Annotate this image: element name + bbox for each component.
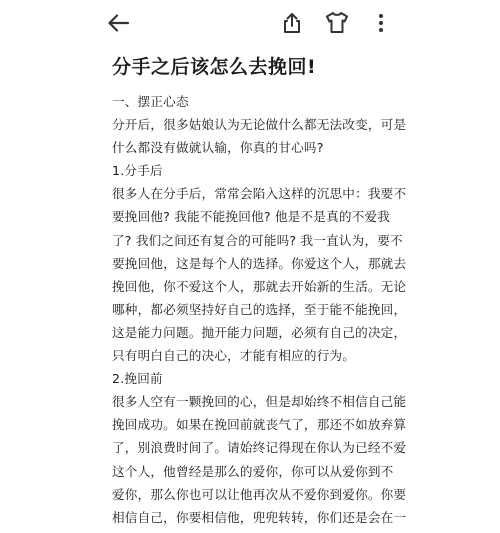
paragraph-line: 分开后，很多姑娘认为无论做什么都无法改变，可是 — [112, 117, 407, 133]
back-button[interactable] — [105, 9, 133, 37]
paragraph-line: 挽回他，你不爱这个人，那就去开始新的生活。无论 — [112, 278, 407, 294]
more-vertical-icon — [369, 11, 393, 35]
share-icon — [280, 11, 304, 35]
article-body — [112, 90, 407, 529]
shirt-icon — [324, 10, 350, 36]
top-toolbar — [0, 0, 500, 46]
paragraph-line: 了? 我们之间还有复合的可能吗? 我一直认为，要不 — [112, 232, 403, 248]
more-button[interactable] — [367, 9, 395, 37]
paragraph-line: 要挽回他，这是每个人的选择。你爱这个人，那就去 — [112, 255, 407, 271]
paragraph-line: 挽回成功。如果在挽回前就丧气了，那还不如放弃算 — [112, 417, 407, 433]
paragraph-line: 要挽回他? 我能不能挽回他? 他是不是真的不爱我 — [112, 209, 391, 225]
article — [112, 52, 407, 529]
paragraph-line: 这个人，他曾经是那么的爱你，你可以从爱你到不 — [112, 463, 394, 479]
article-title: 分手之后该怎么去挽回! — [112, 56, 317, 78]
shirt-button[interactable] — [323, 9, 351, 37]
paragraph-line: 哪种，都必须坚持好自己的选择，至于能不能挽回， — [112, 301, 407, 317]
share-button[interactable] — [278, 9, 306, 37]
paragraph-line: 很多人在分手后，常常会陷入这样的沉思中：我要不 — [112, 186, 407, 202]
paragraph-line: 爱你，那么你也可以让他再次从不爱你到爱你。你要 — [112, 486, 407, 502]
paragraph-line: 相信自己，你要相信他，兜兜转转，你们还是会在一 — [112, 509, 407, 525]
arrow-left-icon — [106, 10, 132, 36]
paragraph-line: 很多人空有一颗挽回的心，但是却始终不相信自己能 — [112, 394, 407, 410]
subsection-heading: 1.分手后 — [112, 163, 163, 179]
paragraph-line: 什么都没有做就认输，你真的甘心吗? — [112, 140, 324, 156]
paragraph-line: 这是能力问题。抛开能力问题，必须有自己的决定， — [112, 324, 407, 340]
section-heading: 一、摆正心态 — [112, 94, 189, 109]
subsection-heading: 2.挽回前 — [112, 371, 163, 387]
paragraph-line: 了，别浪费时间了。请始终记得现在你认为已经不爱 — [112, 440, 407, 456]
paragraph-line: 只有明白自己的决心，才能有相应的行为。 — [112, 348, 356, 364]
